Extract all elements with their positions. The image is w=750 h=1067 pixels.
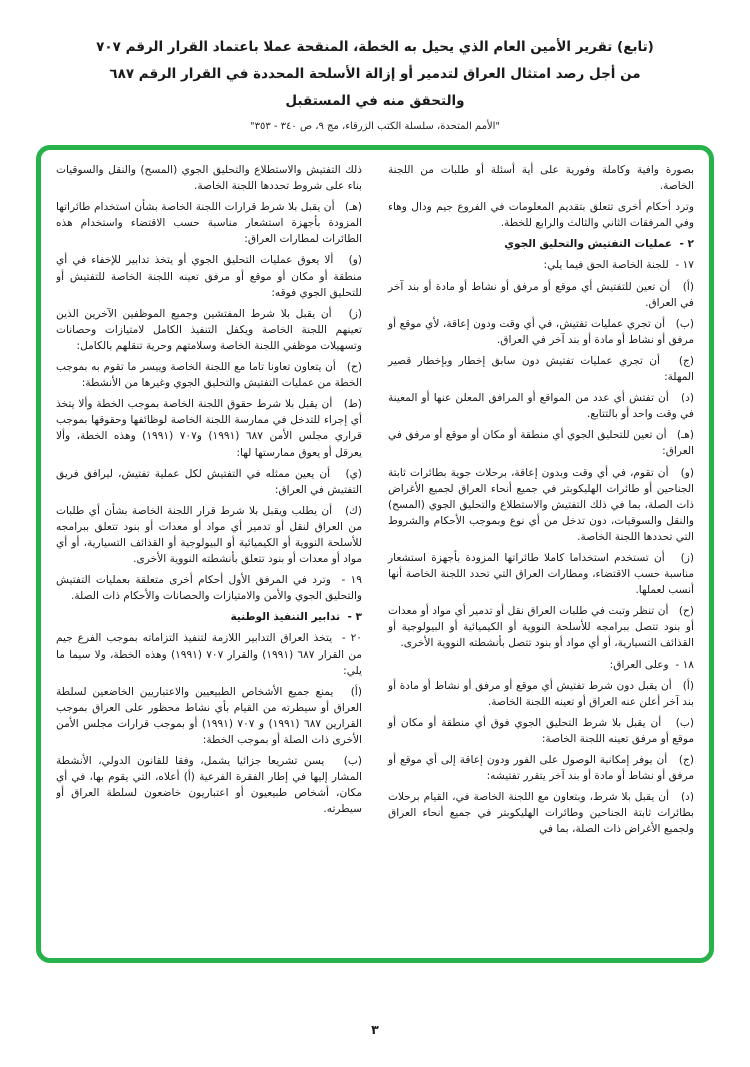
paragraph: (أ) أن يقبل دون شرط تفتيش أي موقع أو مرفق أو نشاط أو مادة أو بند آخر أعلن عنه العراق أو تعينه اللجنة الخاصة. — [388, 679, 694, 708]
paragraph: (أ) يمنع جميع الأشخاص الطبيعيين والاعتباريين الخاضعين لسلطة العراق أو سيطرته من القيام بأي نشاط محظور على العراق بموجب القرارين ٦٨٧ (١٩٩١) و ٧٠٧ (١٩٩١) أو بموجب قرارات مجلس الأمن الأخرى ذات الصلة أو بموجب الخطة: — [56, 685, 362, 746]
doc-title-line: والتحقق منه في المستقبل — [285, 93, 465, 109]
paragraph: (أ) أن تعين للتفتيش أي موقع أو مرفق أو نشاط أو مادة أو بند آخر في العراق. — [388, 280, 694, 309]
paragraph: ٢٠ - يتخذ العراق التدابير اللازمة لتنفيذ التزاماته بموجب الفرع جيم من القرار ٦٨٧ (١٩٩١) والقرار ٧٠٧ (١٩٩١) وهذه الخطة، ولا سيما ما يلي: — [56, 632, 362, 677]
paragraph: (ب) يسن تشريعا جزائيا يشمل، وفقا للقانون الدولي، الأنشطة المشار إليها في إطار الفقرة الفرعية (أ) أعلاه، التي يقوم بها، في أي مكان، أشخاص طبيعيون أو اعتباريون خاضعون لسلطة العراق أو سيطرته. — [56, 755, 362, 816]
column-right — [388, 162, 694, 946]
paragraph: وترد أحكام أخرى تتعلق بتقديم المعلومات في الفروع جيم ودال وهاء وفي المرفقات الثاني والثالث والرابع للخطة. — [388, 201, 694, 230]
paragraph: ذلك التفتيش والاستطلاع والتحليق الجوي (المسح) والنقل والسوقيات بناء على شروط تحددها اللجنة الخاصة. — [56, 164, 362, 193]
paragraph: (ح) أن تنظر وتبت في طلبات العراق نقل أو تدمير أي مواد أو معدات أو بنود تتصل ببرامجه للأسلحة النووية أو الكيميائية أو البيولوجية أو القذائف التسيارية، أو أي مواد أو بنود تتصل بأنشطته النووية الأخرى. — [388, 605, 694, 650]
page-number: ٣ — [371, 1022, 379, 1037]
doc-title-line: (تابع) تقرير الأمين العام الذي يحيل به الخطة، المنقحة عملا باعتماد القرار الرقم ٧٠٧ — [96, 39, 654, 55]
paragraph: (ب) أن يقبل بلا شرط التحليق الجوي فوق أي منطقة أو مكان أو موقع أو مرفق تعينه اللجنة الخاصة: — [388, 716, 694, 745]
paragraph: (ك) أن يطلب ويقبل بلا شرط قرار اللجنة الخاصة بشأن أي طلبات من العراق لنقل أو تدمير أي مواد أو معدات أو بنود تتعلق ببرامجه للأسلحة النووية أو الكيميائية أو البيولوجية أو القذائف التسيارية، أو أي مواد أو معدات أو بنود تتعلق بأنشطته النووية الأخرى. — [56, 504, 362, 566]
two-column-text — [56, 162, 694, 946]
paragraph: ١٨ - وعلى العراق: — [609, 658, 694, 671]
paragraph: (هـ) أن تعين للتحليق الجوي أي منطقة أو مكان أو موقع أو مرفق في العراق: — [388, 429, 694, 458]
paragraph: (د) أن تفتش أي عدد من المواقع أو المرافق المعلن عنها أو المعينة في وقت واحد أو بالتتابع. — [388, 392, 694, 421]
paragraph: (ز) أن يقبل بلا شرط المفتشين وجميع الموظفين الآخرين الذين تعينهم اللجنة الخاصة ويكفل التنفيذ الكامل لامتيازات وحصانات وتسهيلات موظفي اللجنة الخاصة وسلامتهم وحرية تنقلهم بالكامل: — [56, 307, 362, 352]
paragraph: (ب) أن تجري عمليات تفتيش، في أي وقت ودون إعاقة، لأي موقع أو مرفق أو نشاط أو مادة أو بند آخر في العراق. — [388, 317, 694, 346]
paragraph: ١٧ - للجنة الخاصة الحق فيما يلي: — [543, 259, 694, 272]
paragraph: (ط) أن يقبل بلا شرط حقوق اللجنة الخاصة بموجب الخطة وألا يتخذ أي إجراء للتدخل في ممارسة اللجنة الخاصة لوظائفها وحقوقها بموجب قراري مجلس الأمن ٦٨٧ (١٩٩١) و٧٠٧ (١٩٩١) وهذه الخطة، وألا يعرقل أو يعوق ممارستها لها: — [56, 398, 362, 459]
paragraph: (و) ألا يعوق عمليات التحليق الجوي أو يتخذ تدابير للإخفاء في أي منطقة أو مكان أو موقع أو مرفق تعينه اللجنة الخاصة للتفتيش أو للتحليق الجوي فوقه: — [56, 254, 362, 299]
paragraph: (هـ) أن يقبل بلا شرط قرارات اللجنة الخاصة بشأن استخدام طائراتها المزودة بأجهزة استشعار مناسبة حسب الاقتضاء واستخدام هذه الطائرات لمطارات العراق: — [56, 201, 362, 246]
paragraph: (د) أن يقبل بلا شرط، وبتعاون مع اللجنة الخاصة في، القيام برحلات بطائرات ثابتة الجناحين وطائرات الهليكوبتر في جميع أنحاء العراق ولجميع الأغراض ذات الصلة، بما في — [388, 791, 694, 836]
paragraph: ١٩ - وترد في المرفق الأول أحكام أخرى متعلقة بعمليات التفتيش والتحليق الجوي والأمن والامتيازات والحصانات والأحكام ذات الصلة. — [56, 574, 362, 603]
paragraph: (ز) أن تستخدم استخداما كاملا طائراتها المزودة بأجهزة استشعار مناسبة حسب الاقتضاء، ومطارات العراق التي تحدد اللجنة الخاصة أنها أنسب لعملها. — [388, 551, 694, 597]
paragraph: بصورة وافية وكاملة وفورية على أية أسئلة أو طلبات من اللجنة الخاصة. — [388, 164, 694, 193]
title-block — [30, 0, 720, 132]
paragraph: (ي) أن يعين ممثله في التفتيش لكل عملية تفتيش، ليرافق فريق التفتيش في العراق: — [56, 467, 362, 496]
source-citation: "الأمم المتحدة، سلسلة الكتب الزرقاء، مج ٩، ص ٣٤٠ - ٣٥٣" — [249, 121, 501, 132]
content-border-box — [36, 145, 714, 963]
paragraph: (ح) أن يتعاون تعاونا تاما مع اللجنة الخاصة وييسر ما تقوم به بموجب الخطة من عمليات التفتيش والتحليق الجوي وغيرها من الأنشطة: — [56, 361, 362, 390]
paragraph: (ج) أن يوفر إمكانية الوصول على الفور ودون إعاقة إلى أي موقع أو مرفق أو نشاط أو مادة أو بند آخر يتقرر تفتيشه: — [388, 754, 694, 783]
paragraph: (ج) أن تجري عمليات تفتيش دون سابق إخطار وبإخطار قصير المهلة: — [388, 354, 694, 384]
column-left — [56, 162, 362, 946]
paragraph: (و) أن تقوم، في أي وقت وبدون إعاقة، برحلات جوية بطائرات ثابتة الجناحين أو طائرات الهليكوبتر في جميع أنحاء العراق لجميع الأغراض ذات الصلة، بما في ذلك التفتيش والاستطلاع والتحليق الجوي (المسح) والنقل والسوقيات، دون تدخل من أي نوع وبموجب الأحكام والشروط التي تحددها اللجنة الخاصة. — [388, 466, 694, 543]
section-heading: ٢ - عمليات التفتيش والتحليق الجوي — [504, 238, 694, 251]
section-heading: ٣ - تدابير التنفيذ الوطنية — [230, 611, 362, 624]
doc-title-line: من أجل رصد امتثال العراق لتدمير أو إزالة الأسلحة المحددة في القرار الرقم ٦٨٧ — [109, 66, 641, 82]
